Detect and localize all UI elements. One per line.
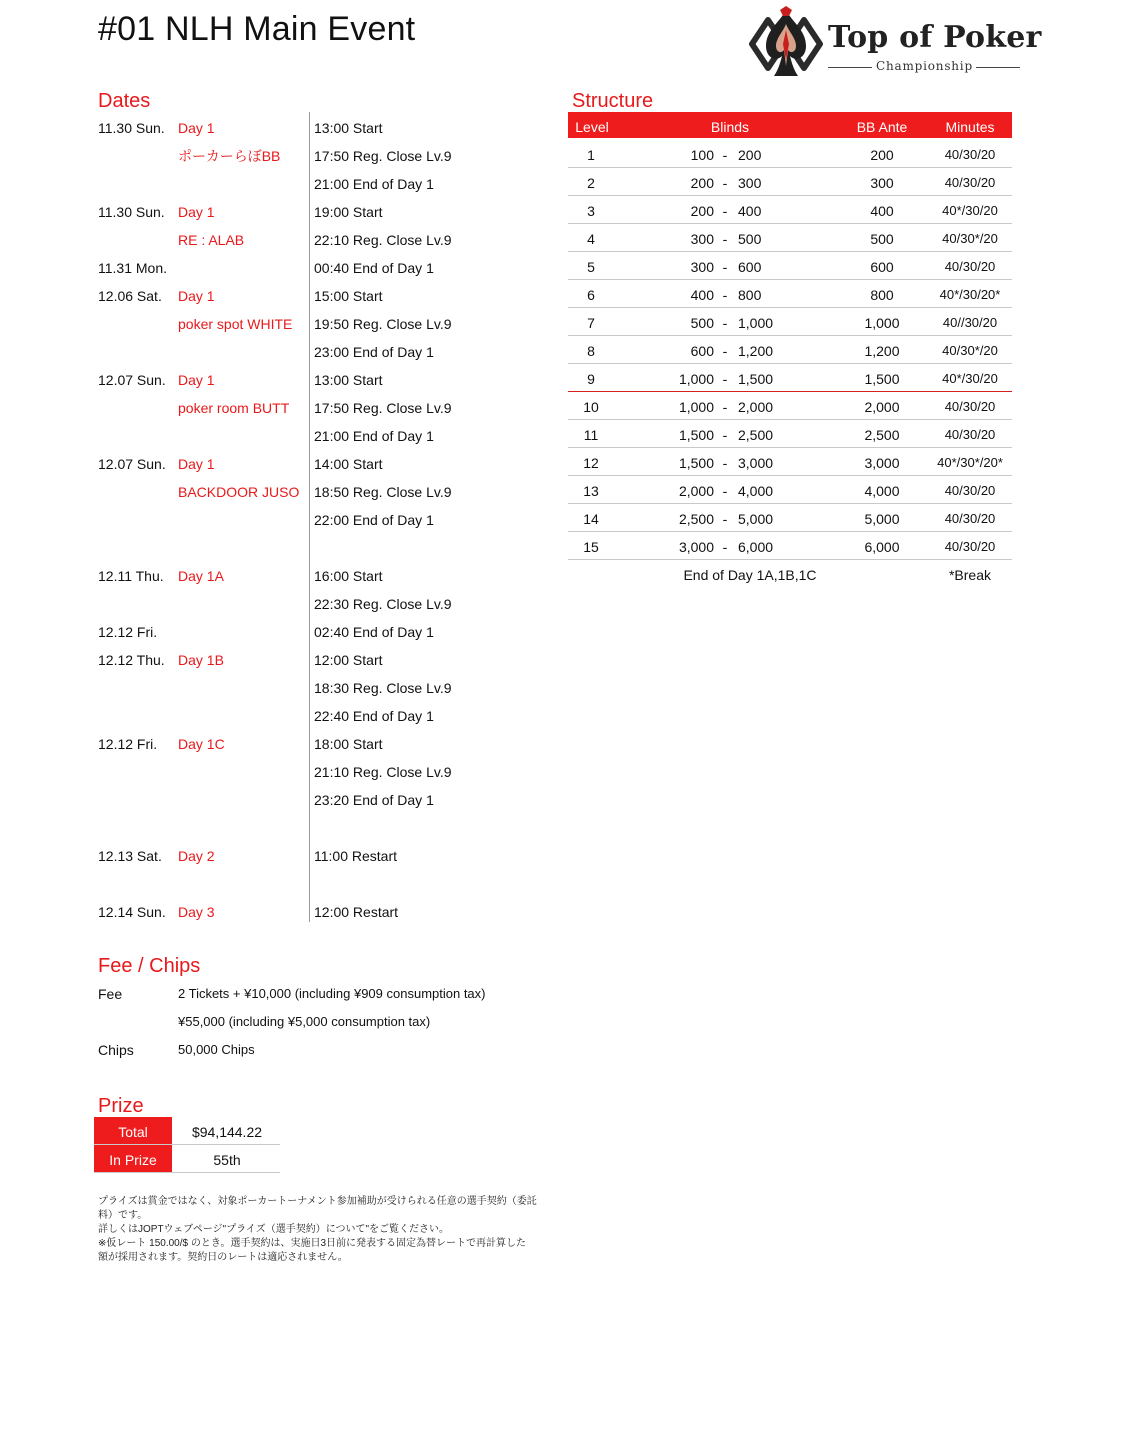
date-row	[98, 478, 538, 506]
structure-title: Structure	[572, 90, 654, 112]
big-blind-cell: 1,000	[738, 315, 774, 331]
small-blind-cell: 3,000	[678, 539, 714, 555]
big-blind-cell: 2,500	[738, 427, 774, 443]
date-row	[98, 366, 538, 394]
prize-total-label: Total	[94, 1117, 172, 1144]
event-cell: Day 1	[178, 204, 215, 220]
big-blind-cell: 600	[738, 259, 762, 275]
date-cell: 12.14 Sun.	[98, 904, 166, 920]
bb-ante-cell: 800	[870, 287, 894, 303]
date-row	[98, 198, 538, 226]
page-title: #01 NLH Main Event	[98, 10, 416, 48]
blinds-separator: -	[722, 231, 728, 247]
chips-row	[98, 1036, 598, 1064]
bb-ante-cell: 4,000	[864, 483, 900, 499]
small-blind-cell: 1,500	[678, 455, 714, 471]
big-blind-cell: 500	[738, 231, 762, 247]
level-cell: 11	[583, 427, 599, 443]
time-cell: 12:00 Start	[314, 652, 383, 668]
level-cell: 6	[587, 287, 595, 303]
structure-row	[568, 280, 1012, 308]
small-blind-cell: 100	[690, 147, 714, 163]
bb-ante-cell: 500	[870, 231, 894, 247]
time-cell: 13:00 Start	[314, 120, 383, 136]
event-cell: Day 1	[178, 288, 215, 304]
date-row	[98, 226, 538, 254]
blinds-separator: -	[722, 315, 728, 331]
time-cell: 22:40 End of Day 1	[314, 708, 434, 724]
blinds-separator: -	[722, 399, 728, 415]
minutes-cell: 40/30/20	[944, 259, 996, 274]
prize-note	[98, 1195, 548, 1265]
event-cell: Day 1C	[178, 736, 225, 752]
date-row	[98, 254, 538, 282]
date-row	[98, 590, 538, 618]
level-cell: 3	[587, 203, 595, 219]
level-cell: 15	[583, 539, 599, 555]
big-blind-cell: 6,000	[738, 539, 774, 555]
blinds-separator: -	[722, 175, 728, 191]
header-bb-ante: BB Ante	[856, 119, 908, 135]
minutes-cell: 40/30/20	[944, 399, 996, 414]
blinds-separator: -	[722, 427, 728, 443]
event-cell: Day 1B	[178, 652, 224, 668]
logo	[746, 6, 1042, 82]
logo-name: Top of Poker	[828, 20, 1042, 55]
date-row	[98, 170, 538, 198]
date-row	[98, 394, 538, 422]
structure-footer-left: End of Day 1A,1B,1C	[683, 567, 817, 583]
time-cell: 22:10 Reg. Close Lv.9	[314, 232, 452, 248]
date-cell: 12.13 Sat.	[98, 848, 162, 864]
date-row	[98, 870, 538, 898]
minutes-cell: 40*/30/20	[942, 203, 998, 218]
big-blind-cell: 400	[738, 203, 762, 219]
prize-inprize-row	[94, 1145, 280, 1173]
date-row	[98, 310, 538, 338]
event-cell: Day 3	[178, 904, 215, 920]
date-row	[98, 338, 538, 366]
date-row	[98, 450, 538, 478]
level-cell: 9	[587, 371, 595, 387]
minutes-cell: 40/30/20	[944, 147, 996, 162]
level-cell: 8	[587, 343, 595, 359]
prize-total-row	[94, 1117, 280, 1145]
time-cell: 21:10 Reg. Close Lv.9	[314, 764, 452, 780]
level-cell: 10	[583, 399, 599, 415]
date-row	[98, 646, 538, 674]
date-cell: 12.12 Fri.	[98, 624, 158, 640]
header-level: Level	[575, 119, 609, 135]
time-cell: 23:00 End of Day 1	[314, 344, 434, 360]
time-cell: 13:00 Start	[314, 372, 383, 388]
level-cell: 13	[583, 483, 599, 499]
header-minutes: Minutes	[945, 119, 995, 135]
structure-row	[568, 224, 1012, 252]
blinds-separator: -	[722, 539, 728, 555]
event-cell: poker room BUTT	[178, 400, 290, 416]
date-row	[98, 506, 538, 534]
blinds-separator: -	[722, 483, 728, 499]
time-cell: 12:00 Restart	[314, 904, 399, 920]
fee-row	[98, 980, 598, 1008]
logo-subtitle-text: Championship	[876, 59, 973, 73]
fee-value-2: ¥55,000 (including ¥5,000 consumption tax)	[178, 1014, 431, 1029]
prize-inprize-value: 55th	[213, 1152, 241, 1168]
time-cell: 22:00 End of Day 1	[314, 512, 434, 528]
note-line: ※仮レート 150.00/$ のとき。選手契約は、実施日3日前に発表する固定為替レートで再計算した	[98, 1238, 527, 1249]
blinds-separator: -	[722, 147, 728, 163]
time-cell: 19:00 Start	[314, 204, 383, 220]
event-cell: RE : ALAB	[178, 232, 245, 248]
blinds-separator: -	[722, 259, 728, 275]
time-cell: 18:30 Reg. Close Lv.9	[314, 680, 452, 696]
date-row	[98, 142, 538, 170]
minutes-cell: 40/30/20	[944, 511, 996, 526]
note-line: 料）です。	[98, 1210, 148, 1221]
prize-title: Prize	[98, 1095, 144, 1117]
level-cell: 7	[587, 315, 595, 331]
note-line: プライズは賞金ではなく、対象ポーカートーナメント参加補助が受けられる任意の選手契約（委託	[98, 1196, 537, 1207]
big-blind-cell: 200	[738, 147, 762, 163]
big-blind-cell: 2,000	[738, 399, 774, 415]
date-row	[98, 898, 538, 926]
level-cell: 4	[587, 231, 595, 247]
date-row	[98, 786, 538, 814]
time-cell: 00:40 End of Day 1	[314, 260, 434, 276]
date-row	[98, 534, 538, 562]
bb-ante-cell: 2,000	[864, 399, 900, 415]
blinds-separator: -	[722, 371, 728, 387]
fee-row-2	[98, 1008, 598, 1036]
structure-row	[568, 168, 1012, 196]
structure-row	[568, 364, 1012, 392]
big-blind-cell: 5,000	[738, 511, 774, 527]
bb-ante-cell: 300	[870, 175, 894, 191]
chips-label: Chips	[98, 1042, 134, 1058]
time-cell: 21:00 End of Day 1	[314, 428, 434, 444]
big-blind-cell: 4,000	[738, 483, 774, 499]
structure-row	[568, 336, 1012, 364]
bb-ante-cell: 1,200	[864, 343, 900, 359]
small-blind-cell: 300	[690, 259, 714, 275]
date-cell: 12.12 Fri.	[98, 736, 158, 752]
minutes-cell: 40/30/20	[944, 175, 996, 190]
date-cell: 12.06 Sat.	[98, 288, 162, 304]
blinds-separator: -	[722, 455, 728, 471]
structure-row	[568, 392, 1012, 420]
bb-ante-cell: 400	[870, 203, 894, 219]
big-blind-cell: 1,200	[738, 343, 774, 359]
structure-row	[568, 140, 1012, 168]
minutes-cell: 40/30*/20	[942, 343, 998, 358]
fee-title: Fee / Chips	[98, 955, 201, 977]
header-blinds: Blinds	[710, 119, 750, 135]
small-blind-cell: 200	[690, 203, 714, 219]
event-cell: BACKDOOR JUSO	[178, 484, 300, 500]
time-cell: 23:20 End of Day 1	[314, 792, 434, 808]
time-cell: 17:50 Reg. Close Lv.9	[314, 148, 452, 164]
time-cell: 14:00 Start	[314, 456, 383, 472]
small-blind-cell: 2,500	[678, 511, 714, 527]
date-cell: 11.30 Sun.	[98, 120, 165, 136]
date-cell: 12.07 Sun.	[98, 372, 166, 388]
event-cell: poker spot WHITE	[178, 316, 293, 332]
event-cell: Day 2	[178, 848, 215, 864]
small-blind-cell: 1,500	[678, 427, 714, 443]
blinds-separator: -	[722, 511, 728, 527]
date-row	[98, 282, 538, 310]
fee-label: Fee	[98, 986, 123, 1002]
note-line: 額が採用されます。契約日のレートは適応されません。	[98, 1252, 348, 1263]
level-cell: 2	[587, 175, 595, 191]
event-cell: Day 1	[178, 372, 215, 388]
bb-ante-cell: 5,000	[864, 511, 900, 527]
date-cell: 11.31 Mon.	[98, 260, 168, 276]
bb-ante-cell: 1,500	[864, 371, 900, 387]
minutes-cell: 40/30/20	[944, 483, 996, 498]
level-cell: 5	[587, 259, 595, 275]
minutes-cell: 40/30*/20	[942, 231, 998, 246]
date-row	[98, 114, 538, 142]
event-cell: Day 1	[178, 456, 215, 472]
small-blind-cell: 200	[690, 175, 714, 191]
minutes-cell: 40*/30*/20*	[937, 455, 1003, 470]
small-blind-cell: 2,000	[678, 483, 714, 499]
date-row	[98, 562, 538, 590]
bb-ante-cell: 3,000	[864, 455, 900, 471]
big-blind-cell: 1,500	[738, 371, 774, 387]
level-cell: 14	[583, 511, 599, 527]
structure-row	[568, 476, 1012, 504]
bb-ante-cell: 1,000	[864, 315, 900, 331]
time-cell: 11:00 Restart	[314, 848, 398, 864]
date-row	[98, 842, 538, 870]
structure-footer	[568, 560, 1012, 588]
minutes-cell: 40/30/20	[944, 539, 996, 554]
level-cell: 1	[587, 147, 595, 163]
prize-inprize-label: In Prize	[94, 1145, 172, 1172]
date-cell: 12.11 Thu.	[98, 568, 164, 584]
small-blind-cell: 1,000	[678, 399, 714, 415]
big-blind-cell: 300	[738, 175, 762, 191]
structure-row	[568, 448, 1012, 476]
structure-header-row	[568, 112, 1012, 138]
event-cell: ポーカーらぼBB	[178, 148, 281, 164]
level-cell: 12	[583, 455, 599, 471]
small-blind-cell: 1,000	[678, 371, 714, 387]
logo-subtitle	[828, 59, 1020, 75]
date-row	[98, 422, 538, 450]
structure-row	[568, 532, 1012, 560]
date-cell: 12.07 Sun.	[98, 456, 166, 472]
time-cell: 02:40 End of Day 1	[314, 624, 434, 640]
prize-total-value: $94,144.22	[191, 1124, 263, 1140]
date-cell: 12.12 Thu.	[98, 652, 165, 668]
structure-footer-right: *Break	[948, 567, 992, 583]
date-cell: 11.30 Sun.	[98, 204, 165, 220]
big-blind-cell: 3,000	[738, 455, 774, 471]
blinds-separator: -	[722, 287, 728, 303]
big-blind-cell: 800	[738, 287, 762, 303]
bb-ante-cell: 2,500	[864, 427, 900, 443]
bb-ante-cell: 200	[870, 147, 894, 163]
small-blind-cell: 400	[690, 287, 714, 303]
small-blind-cell: 300	[690, 231, 714, 247]
date-row	[98, 730, 538, 758]
small-blind-cell: 600	[690, 343, 714, 359]
date-row	[98, 702, 538, 730]
date-row	[98, 758, 538, 786]
dates-title: Dates	[98, 90, 151, 112]
event-cell: Day 1	[178, 120, 215, 136]
note-line: 詳しくはJOPTウェブページ"プライズ（選手契約）について"をご覧ください。	[98, 1224, 450, 1235]
time-cell: 22:30 Reg. Close Lv.9	[314, 596, 452, 612]
time-cell: 17:50 Reg. Close Lv.9	[314, 400, 452, 416]
event-cell: Day 1A	[178, 568, 224, 584]
time-cell: 18:50 Reg. Close Lv.9	[314, 484, 452, 500]
time-cell: 19:50 Reg. Close Lv.9	[314, 316, 452, 332]
structure-row	[568, 252, 1012, 280]
minutes-cell: 40//30/20	[942, 315, 998, 330]
structure-row	[568, 196, 1012, 224]
structure-row	[568, 308, 1012, 336]
chips-value: 50,000 Chips	[178, 1042, 255, 1057]
time-cell: 18:00 Start	[314, 736, 383, 752]
date-row	[98, 674, 538, 702]
time-cell: 15:00 Start	[314, 288, 383, 304]
minutes-cell: 40/30/20	[944, 427, 996, 442]
structure-row	[568, 420, 1012, 448]
bb-ante-cell: 600	[870, 259, 894, 275]
blinds-separator: -	[722, 203, 728, 219]
time-cell: 21:00 End of Day 1	[314, 176, 434, 192]
minutes-cell: 40*/30/20*	[939, 287, 1001, 302]
date-row	[98, 814, 538, 842]
bb-ante-cell: 6,000	[864, 539, 900, 555]
fee-value-1: 2 Tickets + ¥10,000 (including ¥909 consumption tax)	[178, 986, 486, 1001]
blinds-separator: -	[722, 343, 728, 359]
minutes-cell: 40*/30/20	[942, 371, 998, 386]
structure-row	[568, 504, 1012, 532]
spade-crown-logo-icon	[746, 6, 826, 82]
date-row	[98, 618, 538, 646]
small-blind-cell: 500	[690, 315, 714, 331]
time-cell: 16:00 Start	[314, 568, 383, 584]
